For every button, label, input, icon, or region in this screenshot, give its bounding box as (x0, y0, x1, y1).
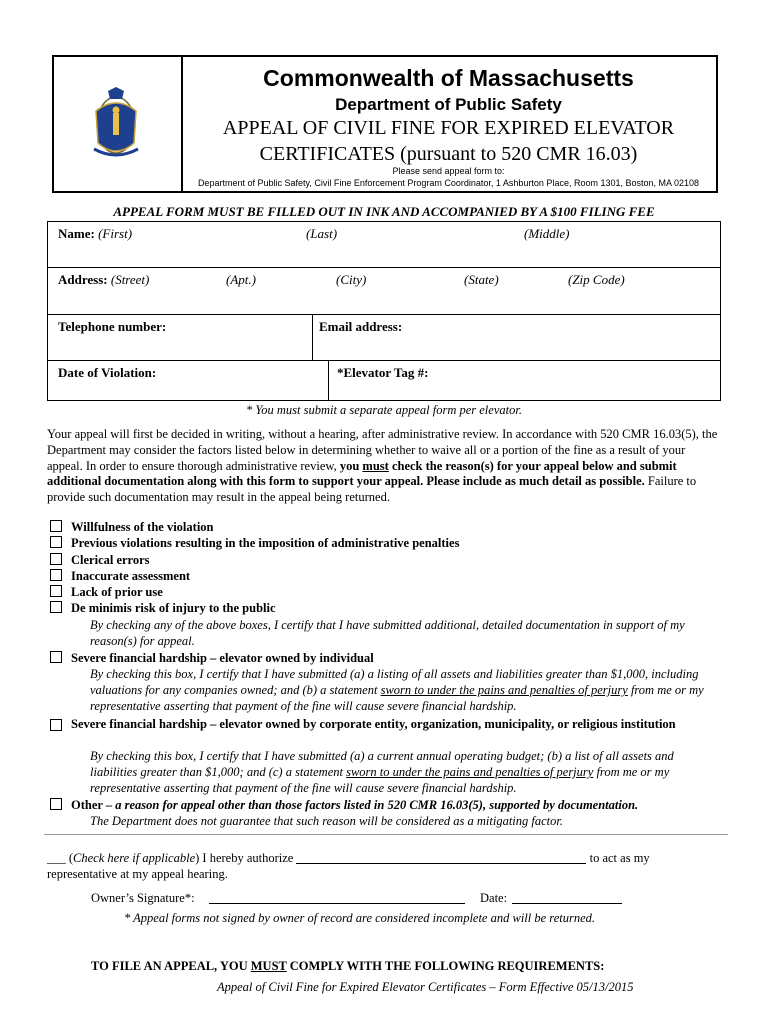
requirements-heading (91, 959, 604, 974)
reason-label: Willfulness of the violation (71, 520, 214, 534)
hardship-corporate-perjury: sworn to under the pains and penalties of perjury (346, 765, 594, 779)
name-row[interactable] (48, 222, 720, 268)
owner-signature-field[interactable] (209, 903, 465, 904)
hardship-corporate-row[interactable] (50, 716, 710, 732)
hardship-individual-perjury: sworn to under the pains and penalties of perjury (380, 683, 628, 697)
owner-signature-label: Owner’s Signature*: (91, 891, 195, 905)
filing-notice: APPEAL FORM MUST BE FILLED OUT IN INK AND ACCOMPANIED BY A $100 FILING FEE (113, 204, 655, 219)
applicant-info-table (47, 221, 721, 401)
requirements-b: COMPLY WITH THE FOLLOWING REQUIREMENTS: (289, 959, 605, 973)
reason-checkbox-row[interactable] (50, 568, 190, 584)
intro-bold-you: you (339, 458, 360, 473)
authorize-tail: to act as my (589, 851, 650, 865)
contact-row (48, 315, 720, 361)
seal-cell (54, 57, 183, 191)
name-middle: (Middle) (524, 226, 570, 241)
hardship-corporate-text-b: from me or my representative asserting that payment of the fine will cause severe financial hardship. (90, 765, 670, 795)
hardship-individual-label: Severe financial hardship – elevator owned by individual (71, 651, 374, 665)
reason-label: Clerical errors (71, 553, 150, 567)
checkbox[interactable] (50, 553, 62, 565)
intro-text: Your appeal will first be decided in writing, without a hearing, after administrative review. In accordance with 520 CMR 16.03(5), the Department may consider the factors listed below in determining whether to waive all or a portion of the fine as a result of your appeal. In order to ensure thorough administrative review, (47, 427, 718, 473)
intro-paragraph (47, 427, 723, 506)
reason-checkbox-row[interactable] (50, 584, 163, 600)
violation-date-label[interactable]: Date of Violation: (58, 365, 157, 380)
form-title-line1: APPEAL OF CIVIL FINE FOR EXPIRED ELEVATOR (222, 117, 675, 139)
name-label: Name: (58, 226, 95, 241)
other-desc: – a reason for appeal other than those factors listed in 520 CMR 16.03(5), supported by documentation. (105, 798, 639, 812)
phone-label[interactable]: Telephone number: (58, 319, 167, 334)
separate-form-note: * You must submit a separate appeal form per elevator. (246, 403, 522, 417)
checkbox[interactable] (50, 569, 62, 581)
reason-checkbox-row[interactable] (50, 552, 150, 568)
certify-general-text: By checking any of the above boxes, I certify that I have submitted additional, detailed documentation in support of my reason(s) for appeal. (90, 618, 685, 648)
authorize-check-blank[interactable]: ___ (47, 851, 66, 865)
hardship-individual-text (90, 666, 720, 714)
reason-checkbox-row[interactable] (50, 519, 214, 535)
address-state: (State) (464, 272, 499, 287)
authorize-section: ___ (Check here if applicable) I hereby authorize to act as my representative at my appeal hearing. (47, 851, 650, 881)
name-first: (First) (98, 226, 133, 241)
send-to-address: Department of Public Safety, Civil Fine Enforcement Program Coordinator, 1 Ashburton Place, Room 1301, Boston, MA 02108 (197, 178, 700, 188)
email-label[interactable]: Email address: (319, 319, 403, 334)
checkbox[interactable] (50, 601, 62, 613)
checkbox[interactable] (50, 719, 62, 731)
checkbox[interactable] (50, 585, 62, 597)
date-field[interactable] (512, 903, 622, 904)
representative-name-field[interactable] (296, 851, 586, 864)
send-to-label: Please send appeal form to: (392, 166, 505, 176)
violation-row (48, 361, 720, 401)
hardship-individual-text-a: By checking this box, I certify that I have submitted (a) a listing of all assets and liabilities greater than $1,000, including valuations for any companies owned; and (b) a statement (90, 667, 699, 697)
address-row[interactable] (48, 268, 720, 315)
reason-checkbox-row[interactable] (50, 535, 459, 551)
org-title: Commonwealth of Massachusetts (263, 65, 634, 91)
other-label: Other (71, 798, 103, 812)
requirements-a: TO FILE AN APPEAL, YOU (91, 959, 248, 973)
other-reason-row[interactable] (50, 797, 720, 813)
hardship-corporate-text-a: By checking this box, I certify that I have submitted (a) a current annual operating budget; (b) a list of all assets and liabilities greater than $1,000; and (c) a statement (90, 749, 674, 779)
reason-checkbox-row[interactable] (50, 600, 276, 616)
other-note: The Department does not guarantee that such reason will be considered as a mitigating factor. (90, 814, 563, 828)
hardship-individual-text-b: from me or my representative asserting that payment of the fine will cause severe financial hardship. (90, 683, 704, 713)
reason-label: Inaccurate assessment (71, 569, 191, 583)
divider (44, 834, 728, 835)
requirements-must: MUST (250, 959, 287, 973)
dept-title: Department of Public Safety (335, 95, 562, 114)
intro-tail: Failure to provide such documentation may result in the appeal being returned. (47, 474, 697, 505)
checkbox[interactable] (50, 536, 62, 548)
hardship-corporate-text (90, 748, 722, 796)
address-label: Address: (58, 272, 108, 287)
hardship-individual-row[interactable] (50, 650, 374, 666)
date-label: Date: (480, 891, 508, 905)
name-last: (Last) (306, 226, 338, 241)
form-title-line2: CERTIFICATES (pursuant to 520 CMR 16.03) (259, 143, 638, 165)
checkbox[interactable] (50, 798, 62, 810)
checkbox[interactable] (50, 651, 62, 663)
intro-bold-text: check the reason(s) for your appeal below and submit additional documentation along with this form to support your appeal. Please include as much detail as possible. (47, 458, 677, 489)
reason-label: Lack of prior use (71, 585, 163, 599)
header-box (52, 55, 718, 193)
address-apt: (Apt.) (226, 272, 256, 287)
reason-label: De minimis risk of injury to the public (71, 601, 276, 615)
address-zip: (Zip Code) (568, 272, 625, 287)
form-footer: Appeal of Civil Fine for Expired Elevator Certificates – Form Effective 05/13/2015 (217, 980, 634, 994)
elevator-tag-label[interactable]: *Elevator Tag #: (337, 365, 429, 380)
signature-note: * Appeal forms not signed by owner of record are considered incomplete and will be returned. (124, 911, 595, 925)
hardship-corporate-label: Severe financial hardship – elevator owned by corporate entity, organization, municipality, or religious institution (71, 717, 676, 731)
massachusetts-seal-icon (86, 83, 146, 161)
authorize-line2: representative at my appeal hearing. (47, 867, 228, 881)
authorize-check-text: Check here if applicable (73, 851, 196, 865)
reason-label: Previous violations resulting in the imposition of administrative penalties (71, 536, 460, 550)
authorize-text: I hereby authorize (202, 851, 294, 865)
intro-must: must (362, 458, 389, 473)
checkbox[interactable] (50, 520, 62, 532)
address-street: (Street) (110, 272, 150, 287)
address-city: (City) (336, 272, 367, 287)
